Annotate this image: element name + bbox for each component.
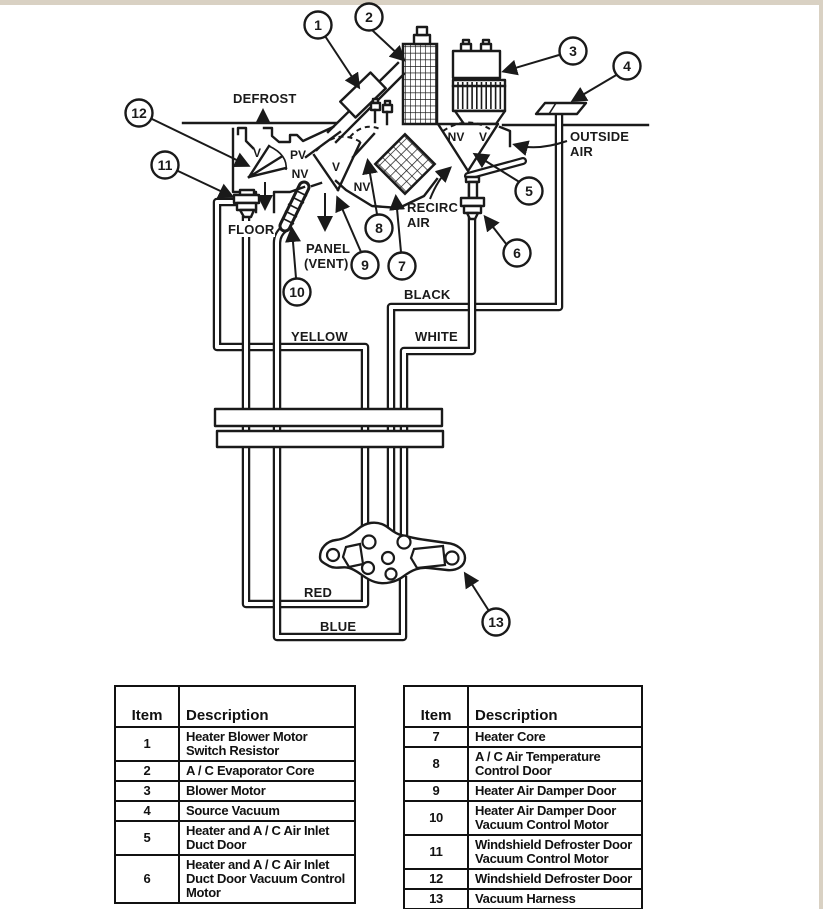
label-defrost: DEFROST bbox=[233, 91, 297, 106]
callout-2 bbox=[356, 4, 383, 31]
callout-3 bbox=[560, 38, 587, 65]
item-description: Heater Blower Motor Switch Resistor bbox=[179, 727, 355, 761]
item-description: A / C Evaporator Core bbox=[179, 761, 355, 781]
label-red: RED bbox=[304, 585, 333, 600]
table-row bbox=[404, 835, 642, 869]
check-valve-6 bbox=[461, 177, 484, 219]
svg-text:10: 10 bbox=[289, 284, 305, 300]
callout-7 bbox=[389, 253, 416, 280]
table-row bbox=[115, 727, 355, 761]
callout-8 bbox=[366, 215, 393, 242]
item-number: 1 bbox=[115, 727, 179, 761]
svg-text:12: 12 bbox=[131, 105, 147, 121]
svg-text:2: 2 bbox=[365, 9, 373, 25]
table-row bbox=[115, 781, 355, 801]
item-number: 11 bbox=[404, 835, 468, 869]
table-row bbox=[115, 801, 355, 821]
label-floor: FLOOR bbox=[228, 222, 275, 237]
svg-text:8: 8 bbox=[375, 220, 383, 236]
item-number: 6 bbox=[115, 855, 179, 903]
item-number: 4 bbox=[115, 801, 179, 821]
item-number: 3 bbox=[115, 781, 179, 801]
label-recirc-air-1: RECIRC bbox=[407, 200, 459, 215]
item-number: 5 bbox=[115, 821, 179, 855]
hvac-unit bbox=[328, 27, 523, 194]
heater-core-7 bbox=[375, 134, 434, 193]
svg-text:3: 3 bbox=[569, 43, 577, 59]
item-description: Heater and A / C Air Inlet Duct Door Vacuum Control Motor bbox=[179, 855, 355, 903]
legend-table-items-1-6 bbox=[114, 685, 356, 904]
item-description: Windshield Defroster Door Vacuum Control Motor bbox=[468, 835, 642, 869]
table-row bbox=[404, 869, 642, 889]
item-number: 12 bbox=[404, 869, 468, 889]
callout-leaders bbox=[152, 30, 618, 611]
callout-6 bbox=[504, 240, 531, 267]
port-nv-panel: NV bbox=[353, 180, 371, 194]
item-number: 7 bbox=[404, 727, 468, 747]
table-row bbox=[404, 801, 642, 835]
callout-9 bbox=[352, 252, 379, 279]
table-row bbox=[404, 781, 642, 801]
callout-4 bbox=[614, 53, 641, 80]
item-description: Windshield Defroster Door bbox=[468, 869, 642, 889]
callout-5 bbox=[516, 178, 543, 205]
item-number: 2 bbox=[115, 761, 179, 781]
callout-10 bbox=[284, 279, 311, 306]
port-nv-inlet: NV bbox=[447, 130, 465, 144]
label-outside-air-2: AIR bbox=[570, 144, 593, 159]
callout-11 bbox=[152, 152, 179, 179]
source-vacuum-fitting-4 bbox=[536, 103, 586, 114]
label-white: WHITE bbox=[415, 329, 458, 344]
port-pv-defrost: PV bbox=[289, 148, 307, 162]
item-number: 13 bbox=[404, 889, 468, 909]
legend-table-items-7-13 bbox=[403, 685, 643, 909]
table-row bbox=[404, 889, 642, 909]
table-row bbox=[115, 821, 355, 855]
label-recirc-air-2: AIR bbox=[407, 215, 430, 230]
table-header-row bbox=[404, 686, 642, 727]
column-header-item: Item bbox=[115, 686, 179, 727]
vacuum-port-nipples bbox=[371, 99, 392, 124]
table-row bbox=[115, 855, 355, 903]
item-description: Heater and A / C Air Inlet Duct Door bbox=[179, 821, 355, 855]
port-v-panel: V bbox=[331, 160, 341, 174]
callout-12 bbox=[126, 100, 153, 127]
label-black: BLACK bbox=[404, 287, 451, 302]
svg-text:1: 1 bbox=[314, 17, 322, 33]
label-blue: BLUE bbox=[320, 619, 357, 634]
evaporator-core-2 bbox=[403, 44, 437, 124]
door-lever-rod bbox=[468, 161, 523, 176]
label-panel-1: PANEL bbox=[306, 241, 351, 256]
svg-text:13: 13 bbox=[488, 614, 504, 630]
port-v-defrost: V bbox=[252, 146, 262, 160]
vacuum-harness-13 bbox=[320, 523, 465, 584]
table-row bbox=[404, 747, 642, 781]
table-header-row bbox=[115, 686, 355, 727]
table-row bbox=[404, 727, 642, 747]
svg-text:5: 5 bbox=[525, 183, 533, 199]
port-v-inlet: V bbox=[478, 130, 488, 144]
item-description: Source Vacuum bbox=[179, 801, 355, 821]
column-header-description: Description bbox=[468, 686, 642, 727]
column-header-item: Item bbox=[404, 686, 468, 727]
callout-1 bbox=[305, 12, 332, 39]
vacuum-tube-white bbox=[404, 184, 472, 537]
svg-text:6: 6 bbox=[513, 245, 521, 261]
label-panel-2: (VENT) bbox=[304, 256, 349, 271]
port-nv-defrost: NV bbox=[291, 167, 309, 181]
svg-text:11: 11 bbox=[157, 157, 173, 173]
item-description: Heater Air Damper Door Vacuum Control Motor bbox=[468, 801, 642, 835]
item-number: 8 bbox=[404, 747, 468, 781]
blower-motor-3 bbox=[453, 40, 505, 124]
label-outside-air-1: OUTSIDE bbox=[570, 129, 630, 144]
column-header-description: Description bbox=[179, 686, 355, 727]
table-row bbox=[115, 761, 355, 781]
item-number: 10 bbox=[404, 801, 468, 835]
item-description: A / C Air Temperature Control Door bbox=[468, 747, 642, 781]
svg-text:4: 4 bbox=[623, 58, 631, 74]
item-number: 9 bbox=[404, 781, 468, 801]
item-description: Vacuum Harness bbox=[468, 889, 642, 909]
svg-text:7: 7 bbox=[398, 258, 406, 274]
item-description: Blower Motor bbox=[179, 781, 355, 801]
label-yellow: YELLOW bbox=[291, 329, 348, 344]
item-description: Heater Air Damper Door bbox=[468, 781, 642, 801]
callout-13 bbox=[483, 609, 510, 636]
item-description: Heater Core bbox=[468, 727, 642, 747]
svg-text:9: 9 bbox=[361, 257, 369, 273]
